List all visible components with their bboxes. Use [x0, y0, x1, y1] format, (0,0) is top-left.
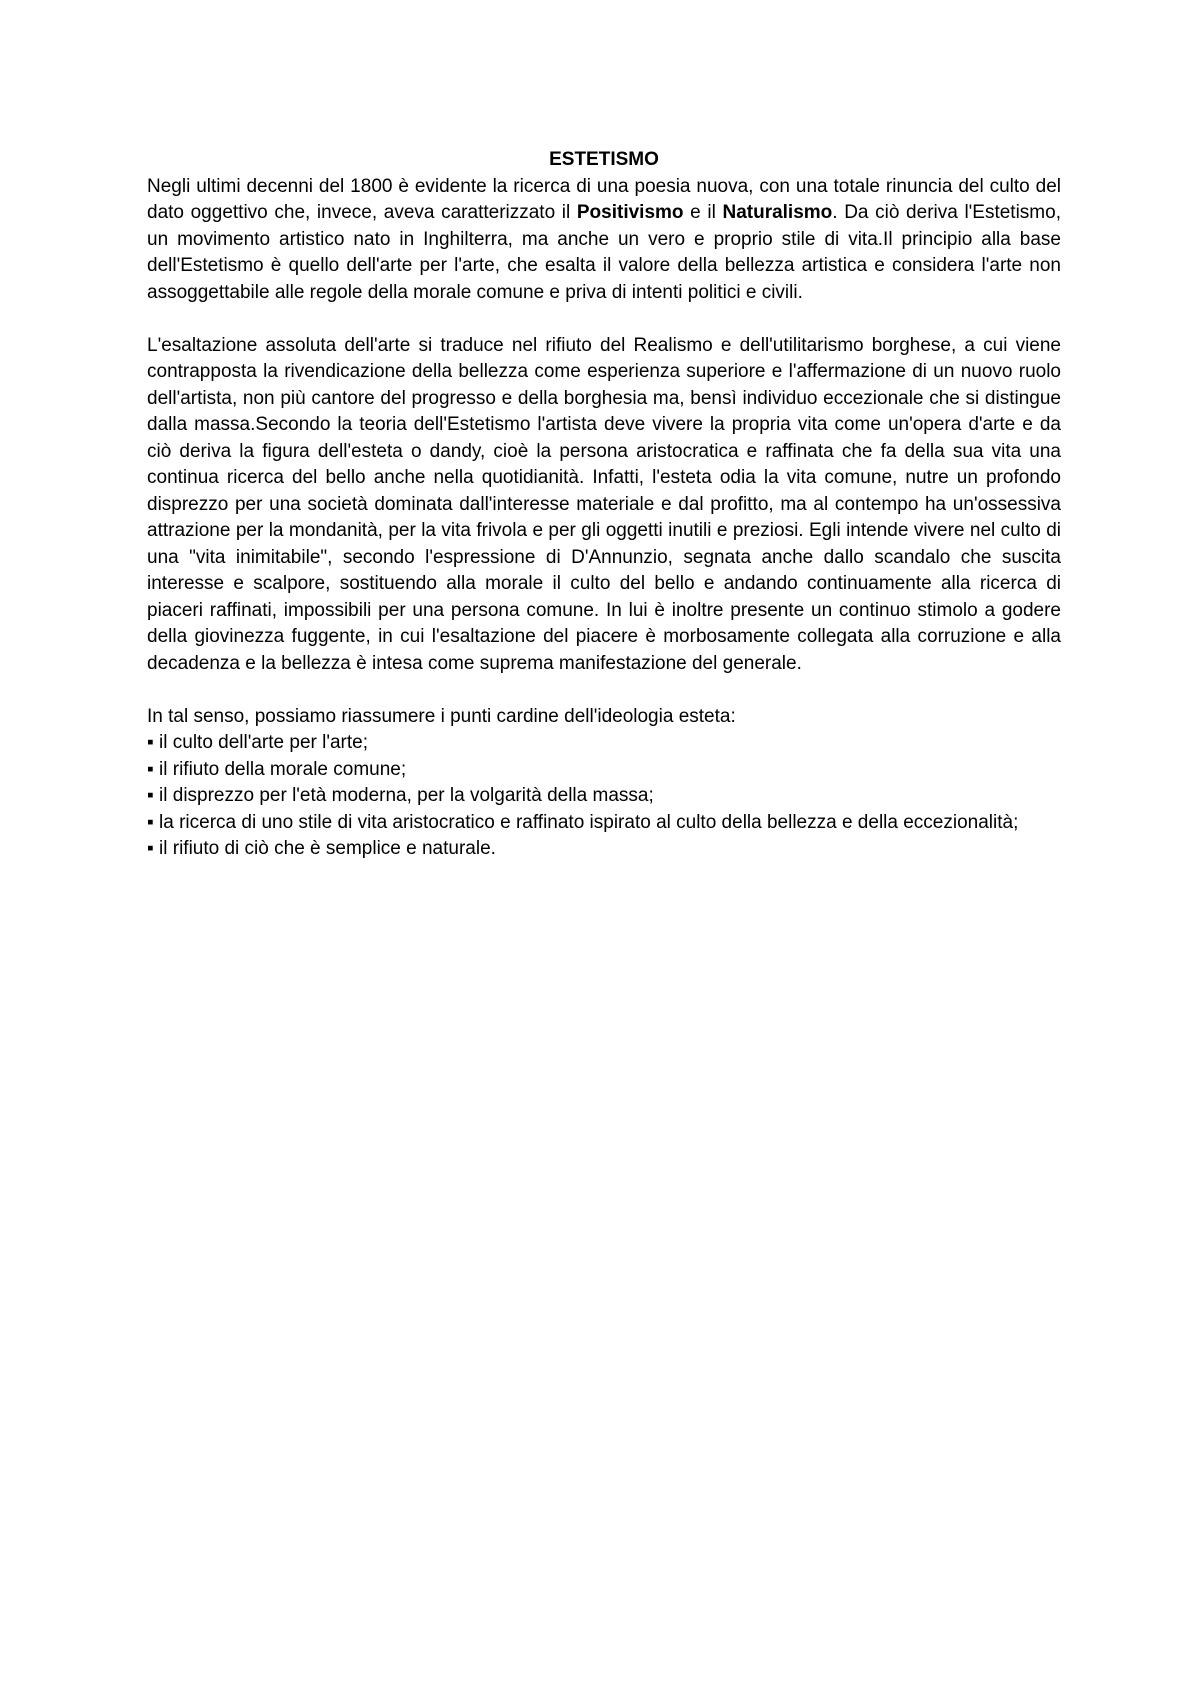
list-item — [147, 757, 1061, 784]
bullet-icon: ▪ — [147, 758, 154, 780]
list-item — [147, 783, 1061, 810]
bullet-icon: ▪ — [147, 838, 154, 859]
list-item — [147, 810, 1061, 837]
paragraph-summary-intro: In tal senso, possiamo riassumere i punti cardine dell'ideologia esteta: — [147, 705, 736, 727]
key-points-list — [147, 730, 1061, 863]
paragraph-intro — [147, 174, 1061, 307]
list-item — [147, 730, 1061, 757]
document-title: ESTETISMO — [549, 149, 659, 170]
bold-term-naturalismo: Naturalismo — [722, 202, 833, 223]
list-item-text: il disprezzo per l'età moderna, per la volgarità della massa; — [159, 785, 654, 806]
list-item-text: il culto dell'arte per l'arte; — [159, 732, 368, 753]
list-item-text: il rifiuto di ciò che è semplice e naturale. — [159, 838, 496, 859]
paragraph-intro-text-c: e il — [683, 202, 723, 223]
bullet-icon: ▪ — [147, 732, 154, 753]
list-item-text: la ricerca di uno stile di vita aristocratico e raffinato ispirato al culto della bellezza e della eccezionalità; — [159, 811, 1019, 833]
paragraph-intro-text-d: . Da ciò deriva l'Estetismo, un movimento artistico nato in Inghilterra, ma anche un vero e proprio stile di vita.Il principio alla base dell'Estetismo è quello dell'arte per l'arte, che esalta il valore della bellezza artistica e considera l'arte non assoggettabile alle regole della morale comune e priva di intenti politici e civili. — [147, 202, 1061, 303]
document-page — [147, 147, 1061, 863]
paragraph-intro-text-a: Negli ultimi decenni del 1800 è evidente la ricerca di una poesia nuova, con una totale rinuncia del culto del dato oggettivo che, invece, aveva caratterizzato il — [147, 175, 1061, 223]
bullet-icon: ▪ — [147, 811, 154, 833]
bold-term-positivismo: Positivismo — [576, 202, 684, 223]
list-item-text: il rifiuto della morale comune; — [159, 758, 407, 780]
bullet-icon: ▪ — [147, 785, 154, 806]
list-item — [147, 836, 1061, 863]
paragraph-body: L'esaltazione assoluta dell'arte si traduce nel rifiuto del Realismo e dell'utilitarismo borghese, a cui viene contrapposta la rivendicazione della bellezza come esperienza superiore e l'affermazione di un nuovo ruolo dell'artista, non più cantore del progresso e della borghesia ma, bensì individuo eccezionale che si distingue dalla massa.Secondo la teoria dell'Estetismo l'artista deve vivere la propria vita come un'opera d'arte e da ciò deriva la figura dell'esteta o dandy, cioè la persona aristocratica e raffinata che fa della sua vita una continua ricerca del bello anche nella quotidianità. Infatti, l'esteta odia la vita comune, nutre un profondo disprezzo per una società dominata dall'interesse materiale e dal profitto, ma al contempo ha un'ossessiva attrazione per la mondanità, per la vita frivola e per gli oggetti inutili e preziosi. Egli intende vivere nel culto di una "vita inimitabile", secondo l'espressione di D'Annunzio, segnata anche dallo scandalo che suscita interesse e scalpore, sostituendo alla morale il culto del bello e andando continuamente alla ricerca di piaceri raffinati, impossibili per una persona comune. In lui è inoltre presente un continuo stimolo a godere della giovinezza fuggente, in cui l'esaltazione del piacere è morbosamente collegata alla corruzione e alla decadenza e la bellezza è intesa come suprema manifestazione del generale. — [147, 334, 1061, 674]
